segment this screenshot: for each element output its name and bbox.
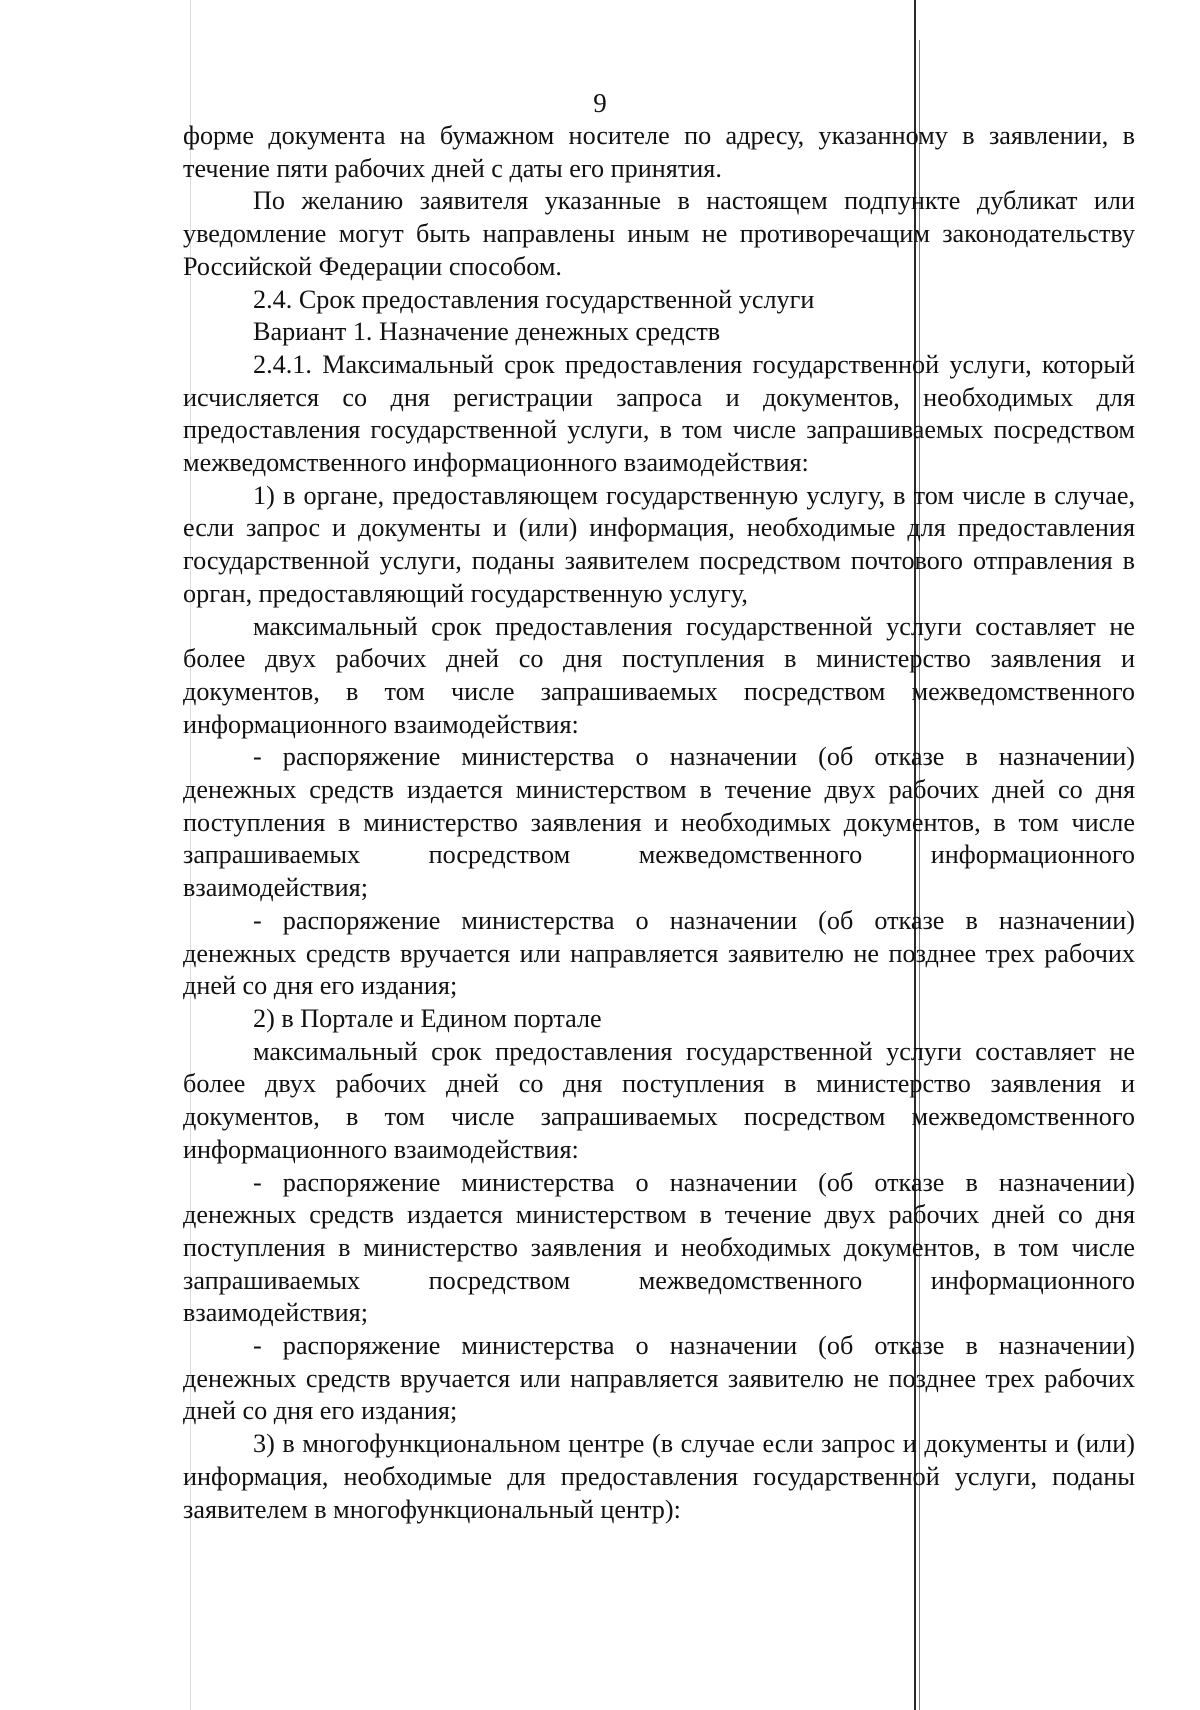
paragraph: По желанию заявителя указанные в настоящем подпункте дубликат или уведомление могут быть направлены иным не противоречащим законодательству Российской Федерации способом.: [183, 186, 1135, 281]
section-heading: 2.4. Срок предоставления государственной услуги: [253, 284, 815, 314]
list-item: 3) в многофункциональном центре (в случае если запрос и документы и (или) информация, необходимые для предоставления государственной услуги, поданы заявителем в многофункциональный центр):: [183, 1429, 1135, 1524]
list-item: - распоряжение министерства о назначении (об отказе в назначении) денежных средств вручается или направляется заявителю не позднее трех рабочих дней со дня его издания;: [183, 905, 1135, 1001]
list-item: 1) в органе, предоставляющем государственную услугу, в том числе в случае, если запрос и документы и (или) информация, необходимые для предоставления государственной услуги, поданы заявителем посредством почтового отправления в орган, предоставляющий государственную услугу,: [183, 480, 1135, 608]
paragraph: форме документа на бумажном носителе по адресу, указанному в заявлении, в течение пяти рабочих дней с даты его принятия.: [183, 121, 1135, 183]
document-body: [183, 120, 1135, 1526]
list-item: - распоряжение министерства о назначении (об отказе в назначении) денежных средств издается министерством в течение двух рабочих дней со дня поступления в министерство заявления и необходимых документов, в том числе запрашиваемых посредством межведомственного информационного взаимодействия;: [183, 742, 1135, 903]
list-item: - распоряжение министерства о назначении (об отказе в назначении) денежных средств вручается или направляется заявителю не позднее трех рабочих дней со дня его издания;: [183, 1331, 1135, 1426]
variant-heading: Вариант 1. Назначение денежных средств: [253, 317, 721, 347]
paragraph: максимальный срок предоставления государственной услуги составляет не более двух рабочих дней со дня поступления в министерство заявления и документов, в том числе запрашиваемых посредством межведомственного информационного взаимодействия:: [183, 1036, 1135, 1164]
page-number: 9: [593, 88, 607, 118]
list-item: - распоряжение министерства о назначении (об отказе в назначении) денежных средств издается министерством в течение двух рабочих дней со дня поступления в министерство заявления и необходимых документов, в том числе запрашиваемых посредством межведомственного информационного взаимодействия;: [183, 1167, 1135, 1328]
paragraph: 2.4.1. Максимальный срок предоставления государственной услуги, который исчисляется со дня регистрации запроса и документов, необходимых для предоставления государственной услуги, в том числе запрашиваемых посредством межведомственного информационного взаимодействия:: [183, 349, 1135, 478]
paragraph: максимальный срок предоставления государственной услуги составляет не более двух рабочих дней со дня поступления в министерство заявления и документов, в том числе запрашиваемых посредством межведомственного информационного взаимодействия:: [183, 611, 1135, 739]
list-item: 2) в Портале и Едином портале: [253, 1003, 602, 1033]
